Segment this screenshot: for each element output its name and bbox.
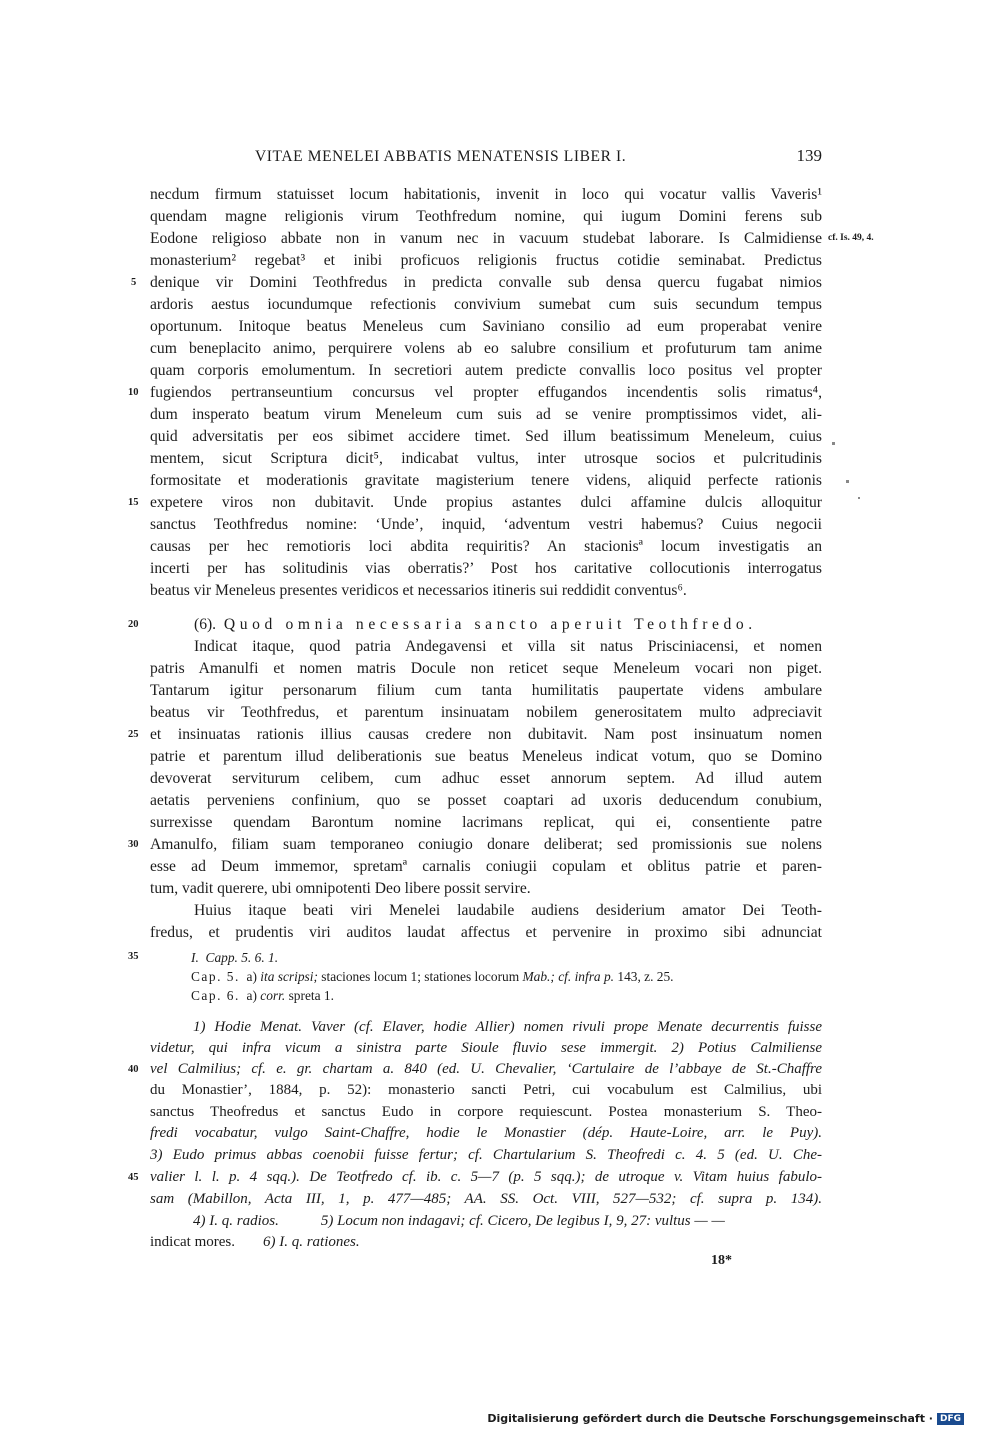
text-line: Eodone religioso abbate non in vanum nec in vacuum studebat laborare. Is Calmidiense <box>150 230 822 247</box>
margin-speck <box>832 442 835 445</box>
text-line: formositate et moderationis gravitate magisterium tenere videns, aliquid perfecte rationis <box>150 472 822 489</box>
footnote-line <box>193 1211 822 1232</box>
text-line: quid adversitatis per eos sibimet accidere timet. Sed illum beatissimum Meneleum, cuius <box>150 428 822 445</box>
footnote-6: 6) I. q. rationes. <box>262 1234 360 1250</box>
footnote-5: 5) Locum non indagavi; cf. Cicero, De legibus I, 9, 27: vultus — — <box>320 1213 725 1229</box>
footer-text: Digitalisierung gefördert durch die Deutsche Forschungsgemeinschaft · <box>487 1412 933 1425</box>
text-line: Amanulfo, filiam suam temporaneo coniugio donare deliberat; sed promissionis sue nolens <box>150 836 822 853</box>
apparatus-capp: Capp. 5. 6. 1. <box>205 950 279 965</box>
page-header <box>150 148 822 172</box>
line-number: 25 <box>128 729 139 740</box>
chapter-number: (6). <box>194 616 217 633</box>
text-line: Indicat itaque, quod patria Andegavensi et villa sit natus Prisciniacensi, et nomen <box>194 638 822 655</box>
line-number: 5 <box>131 277 137 288</box>
margin-speck <box>858 497 860 499</box>
text-line: monasterium² regebat³ et inibi proficuos religionis fructus cotidie seminabat. Predictus <box>150 252 822 269</box>
text-line: patris Amanulfi et nomen matris Docule non reticet seque Meneleum vocari non piget. <box>150 660 822 677</box>
text-line: beatus vir Meneleus presentes veridicos et necessarios itineris sui reddidit conventus⁶. <box>150 582 687 599</box>
line-number: 40 <box>128 1064 139 1075</box>
apparatus-line: Cap. 6. a) corr. spreta 1. <box>191 988 334 1003</box>
dfg-logo: DFG <box>937 1413 964 1425</box>
text-line: et insinuatas rationis illius causas credere non dubitavit. Nam post insinuatum nomen <box>150 726 822 743</box>
apparatus-line: I. Capp. 5. 6. 1. <box>191 950 279 965</box>
text-line: dum insperato beatum virum Meneleum cum suis ad se venire promptissimos videt, ali- <box>150 406 822 423</box>
footnote-line: fredi vocabatur, vulgo Saint-Chaffre, hodie le Monastier (dép. Haute-Loire, arr. le Puy). <box>150 1125 822 1141</box>
footnote-line: du Monastier’, 1884, p. 52): monasterio sancti Petri, cui vocabulum est Calmilius, ubi <box>150 1082 822 1098</box>
margin-reference: cf. Is. 49, 4. <box>828 233 874 243</box>
apparatus-line: Cap. 5. a) ita scripsi; staciones locum 1; stationes locorum Mab.; cf. infra p. 143, z. 25. <box>191 969 674 984</box>
text-line: aetatis perveniens confinium, quo se posset coaptari ad uxoris deducendum conubium, <box>150 792 822 809</box>
text-line: quendam magne religionis virum Teothfredum nomine, qui iugum Domini ferens sub <box>150 208 822 225</box>
line-number: 20 <box>128 619 139 630</box>
footnote-line: sam (Mabillon, Acta III, 1, p. 477—485; AA. SS. Oct. VIII, 527—532; cf. supra p. 134). <box>150 1191 822 1207</box>
line-number: 45 <box>128 1172 139 1183</box>
text-line: beatus vir Teothfredus, et parentum insinuatam nobilem generositatem multo adpreciavit <box>150 704 822 721</box>
text-line: incerti per has solitudinis vias oberratis?’ Post hos caritative collocutionis interrogatus <box>150 560 822 577</box>
line-number: 35 <box>128 951 139 962</box>
text-line: tum, vadit querere, ubi omnipotenti Deo libere possit servire. <box>150 880 531 897</box>
chapter-heading <box>150 614 822 635</box>
line-number: 30 <box>128 839 139 850</box>
text-line: Tantarum igitur personarum filium cum tanta humilitatis paupertate videns ambulare <box>150 682 822 699</box>
footnote-line: sanctus Theofredus et sanctus Eudo in corpore requiescunt. Postea monasterium S. Theo- <box>150 1104 822 1120</box>
text-line: quam corporis emolumentum. In secretiori autem predicte convallis loco positus vel propter <box>150 362 822 379</box>
text-line: esse ad Deum immemor, spretamª carnalis coniugii copulam et oblitus patrie et paren- <box>150 858 822 875</box>
signature-mark: 18* <box>711 1253 732 1268</box>
running-title: VITAE MENELEI ABBATIS MENATENSIS LIBER I. <box>255 148 627 165</box>
footnote-line: vel Calmilius; cf. e. gr. chartam a. 840 (ed. U. Chevalier, ‘Cartulaire de l’abbaye de St.-Chaffre <box>150 1061 822 1077</box>
footnote-line: videtur, qui infra vicum a sinistra parte Sioule fluvio sese immergit. 2) Potius Calmiliense <box>150 1040 822 1056</box>
text-line: ardoris aestus iocundumque refectionis convivium sumebat cum suis secundum tempus <box>150 296 822 313</box>
text-line: devoverat serviturum celibem, cum adhuc esset annorum septem. Ad illud autem <box>150 770 822 787</box>
line-number: 15 <box>128 497 139 508</box>
text-line: oportunum. Initoque beatus Meneleus cum Saviniano consilio ad eum properabat venire <box>150 318 822 335</box>
text-line: cum beneplacito animo, perquirere volens ab eo salubre consilium et profuturum tam anime <box>150 340 822 357</box>
text-line: fugiendos pertranseuntium concursus vel propter effugandos incendentis solis rimatus⁴, <box>150 384 822 401</box>
text-line: mentem, sicut Scriptura dicit⁵, indicabat vultus, inter utrosque socios et pulcritudinis <box>150 450 822 467</box>
footnote-line: 1) Hodie Menat. Vaver (cf. Elaver, hodie Allier) nomen rivuli prope Menate decurrentis fuisse <box>193 1019 822 1035</box>
text-line: fredus, et prudentis viri auditos laudat affectus et pervenire in proximo sibi adnunciat <box>150 924 822 941</box>
margin-speck <box>846 480 849 483</box>
footnote-line: 3) Eudo primus abbas coenobii fuisse fertur; cf. Chartularium S. Theofredi c. 4. 5 (ed. U. Che- <box>150 1147 822 1163</box>
footnote-line <box>150 1232 822 1253</box>
footnote-5-end: indicat mores. <box>150 1234 235 1250</box>
digitization-footer <box>487 1412 964 1425</box>
text-line: denique vir Domini Teothfredus in predicta convalle sub densa quercu fugabat nimios <box>150 274 822 291</box>
text-line: expetere viros non dubitavit. Unde propius astantes dulci affamine dulcis alloquitur <box>150 494 822 511</box>
footnote-line: valier l. l. p. 4 sqq.). De Teotfredo cf. ib. c. 5—7 (p. 5 sqq.); de utroque v. Vitam huius fabulo- <box>150 1169 822 1185</box>
page-number: 139 <box>796 146 822 165</box>
footnote-4: 4) I. q. radios. <box>193 1213 279 1229</box>
text-line: sanctus Teothfredus nomine: ‘Unde’, inquid, ‘adventum vestri habemus? Cuius negocii <box>150 516 822 533</box>
text-line: patrie et parentum illud deliberationis sue beatus Meneleus indicat votum, quo se Domino <box>150 748 822 765</box>
line-number: 10 <box>128 387 139 398</box>
text-line: necdum firmum statuisset locum habitationis, invenit in loco qui vocatur vallis Vaveris¹ <box>150 186 822 203</box>
text-line: causas per hec remotioris loci abdita requiritis? An stacionisª locum investigatis an <box>150 538 822 555</box>
text-line: surrexisse quendam Barontum nomine lacrimans replicat, qui ei, consentiente patre <box>150 814 822 831</box>
text-line: Huius itaque beati viri Menelei laudabile audiens desiderium amator Dei Teoth- <box>194 902 822 919</box>
chapter-title: Quod omnia necessaria sancto aperuit Teothfredo. <box>223 616 757 633</box>
